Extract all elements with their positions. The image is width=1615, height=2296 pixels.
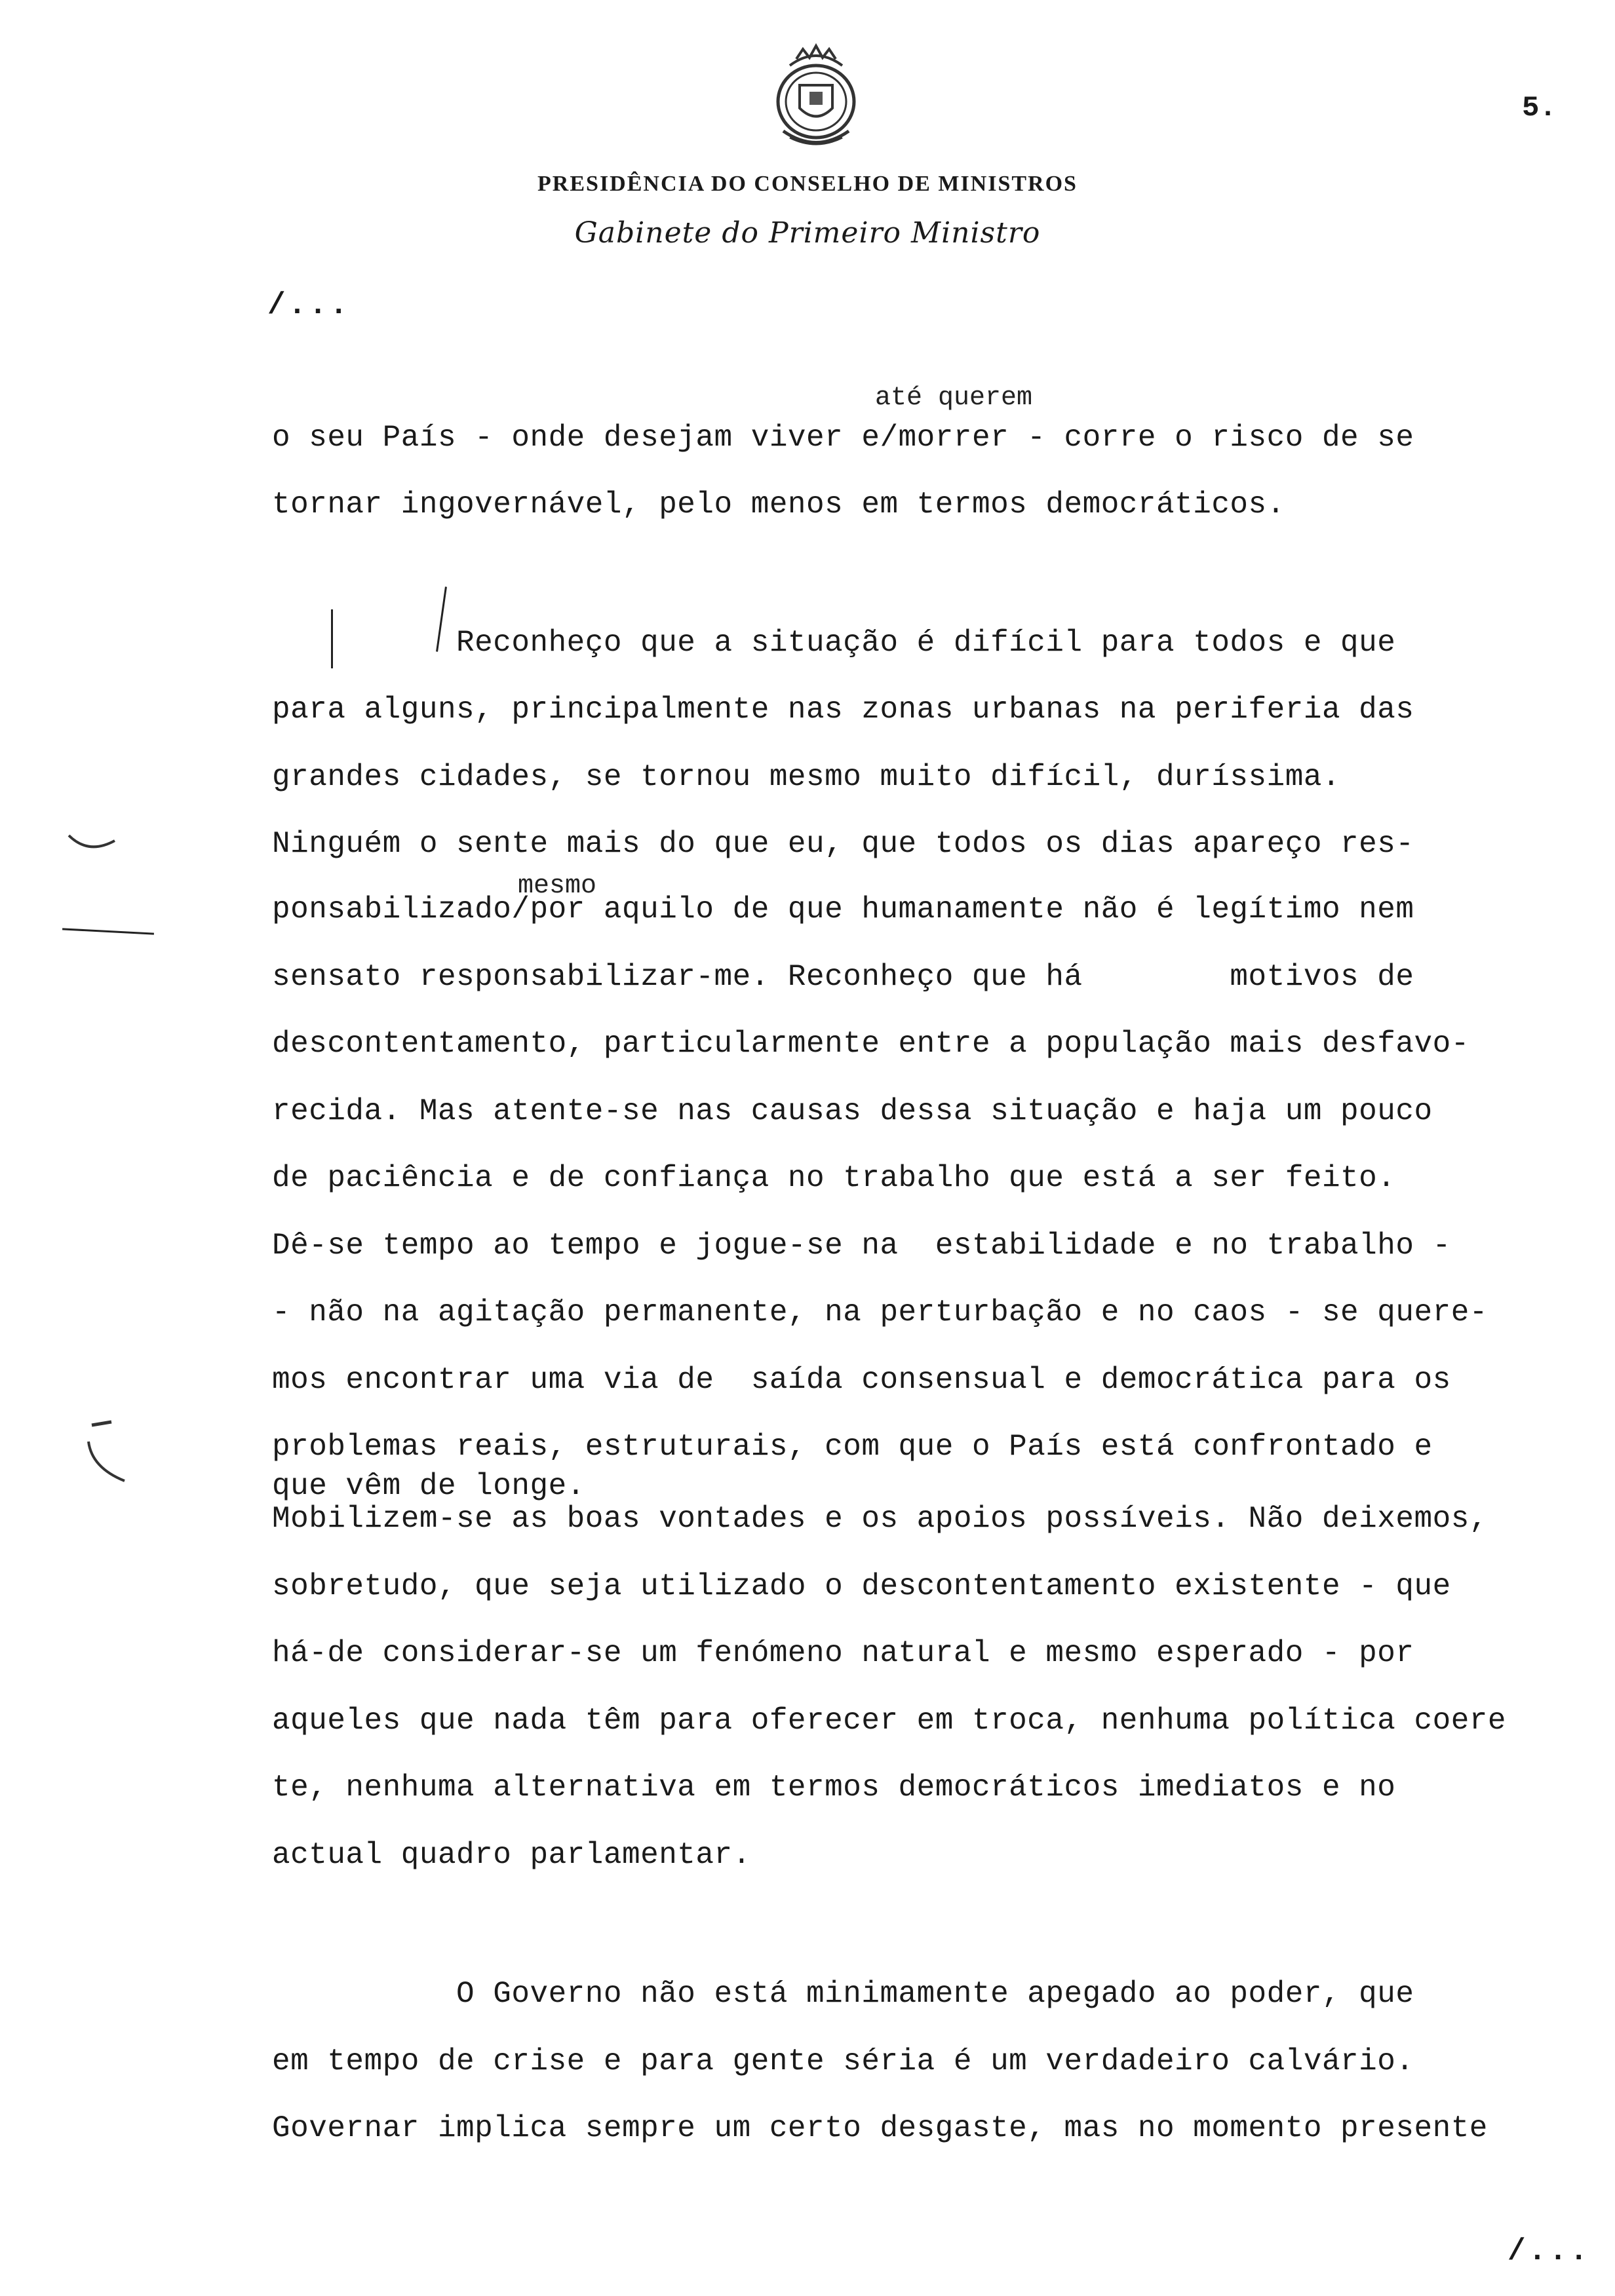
body-line: recida. Mas atente-se nas causas dessa situação e haja um pouco: [272, 1094, 1433, 1128]
body-line: há-de considerar-se um fenómeno natural e mesmo esperado - por: [272, 1636, 1414, 1670]
body-line: Reconheço que a situação é difícil para todos e que: [272, 626, 1396, 660]
body-line: em tempo de crise e para gente séria é um verdadeiro calvário.: [272, 2044, 1414, 2078]
header-title: PRESIDÊNCIA DO CONSELHO DE MINISTROS: [537, 172, 1078, 196]
body-line: tornar ingovernável, pelo menos em termos democráticos.: [272, 488, 1285, 522]
header-subtitle: Gabinete do Primeiro Ministro: [574, 216, 1041, 250]
margin-pencil-mark: [62, 928, 154, 934]
margin-pencil-mark: [66, 1415, 131, 1494]
body-line: Ninguém o sente mais do que eu, que todos os dias apareço res-: [272, 827, 1414, 861]
body-line: que vêm de longe.: [272, 1469, 585, 1503]
coat-of-arms-icon: [764, 39, 868, 157]
body-line: ponsabilizado/por aquilo de que humanamente não é legítimo nem: [272, 892, 1414, 927]
body-line: Dê-se tempo ao tempo e jogue-se na estabilidade e no trabalho -: [272, 1229, 1451, 1263]
body-line: mos encontrar uma via de saída consensual e democrática para os: [272, 1363, 1451, 1397]
body-line: actual quadro parlamentar.: [272, 1838, 751, 1872]
body-line: O Governo não está minimamente apegado ao poder, que: [272, 1977, 1414, 2011]
continuation-mark-top: /...: [267, 288, 351, 322]
handwritten-insert-ate-querem: até querem: [875, 383, 1033, 413]
body-line: o seu País - onde desejam viver e/morrer - corre o risco de se: [272, 421, 1414, 455]
body-line: descontentamento, particularmente entre a população mais desfavo-: [272, 1027, 1469, 1061]
body-line: problemas reais, estruturais, com que o País está confrontado e: [272, 1430, 1433, 1464]
body-line: - não na agitação permanente, na perturbação e no caos - se quere-: [272, 1295, 1488, 1330]
continuation-mark-bottom: /...: [1508, 2234, 1591, 2268]
body-line: aqueles que nada têm para oferecer em troca, nenhuma política coere: [272, 1704, 1507, 1738]
margin-pencil-mark: [62, 822, 121, 862]
body-line: grandes cidades, se tornou mesmo muito difícil, duríssima.: [272, 760, 1341, 794]
body-line: Governar implica sempre um certo desgaste, mas no momento presente: [272, 2111, 1488, 2145]
body-line: sensato responsabilizar-me. Reconheço que há motivos de: [272, 960, 1414, 994]
handwritten-insert-mesmo: mesmo: [518, 871, 597, 901]
body-line: de paciência e de confiança no trabalho que está a ser feito.: [272, 1161, 1396, 1195]
body-line: te, nenhuma alternativa em termos democráticos imediatos e no: [272, 1770, 1396, 1805]
body-line: sobretudo, que seja utilizado o descontentamento existente - que: [272, 1569, 1451, 1603]
body-line: para alguns, principalmente nas zonas urbanas na periferia das: [272, 693, 1414, 727]
body-line: Mobilizem-se as boas vontades e os apoios possíveis. Não deixemos,: [272, 1502, 1488, 1536]
page-number: 5.: [1522, 92, 1557, 124]
